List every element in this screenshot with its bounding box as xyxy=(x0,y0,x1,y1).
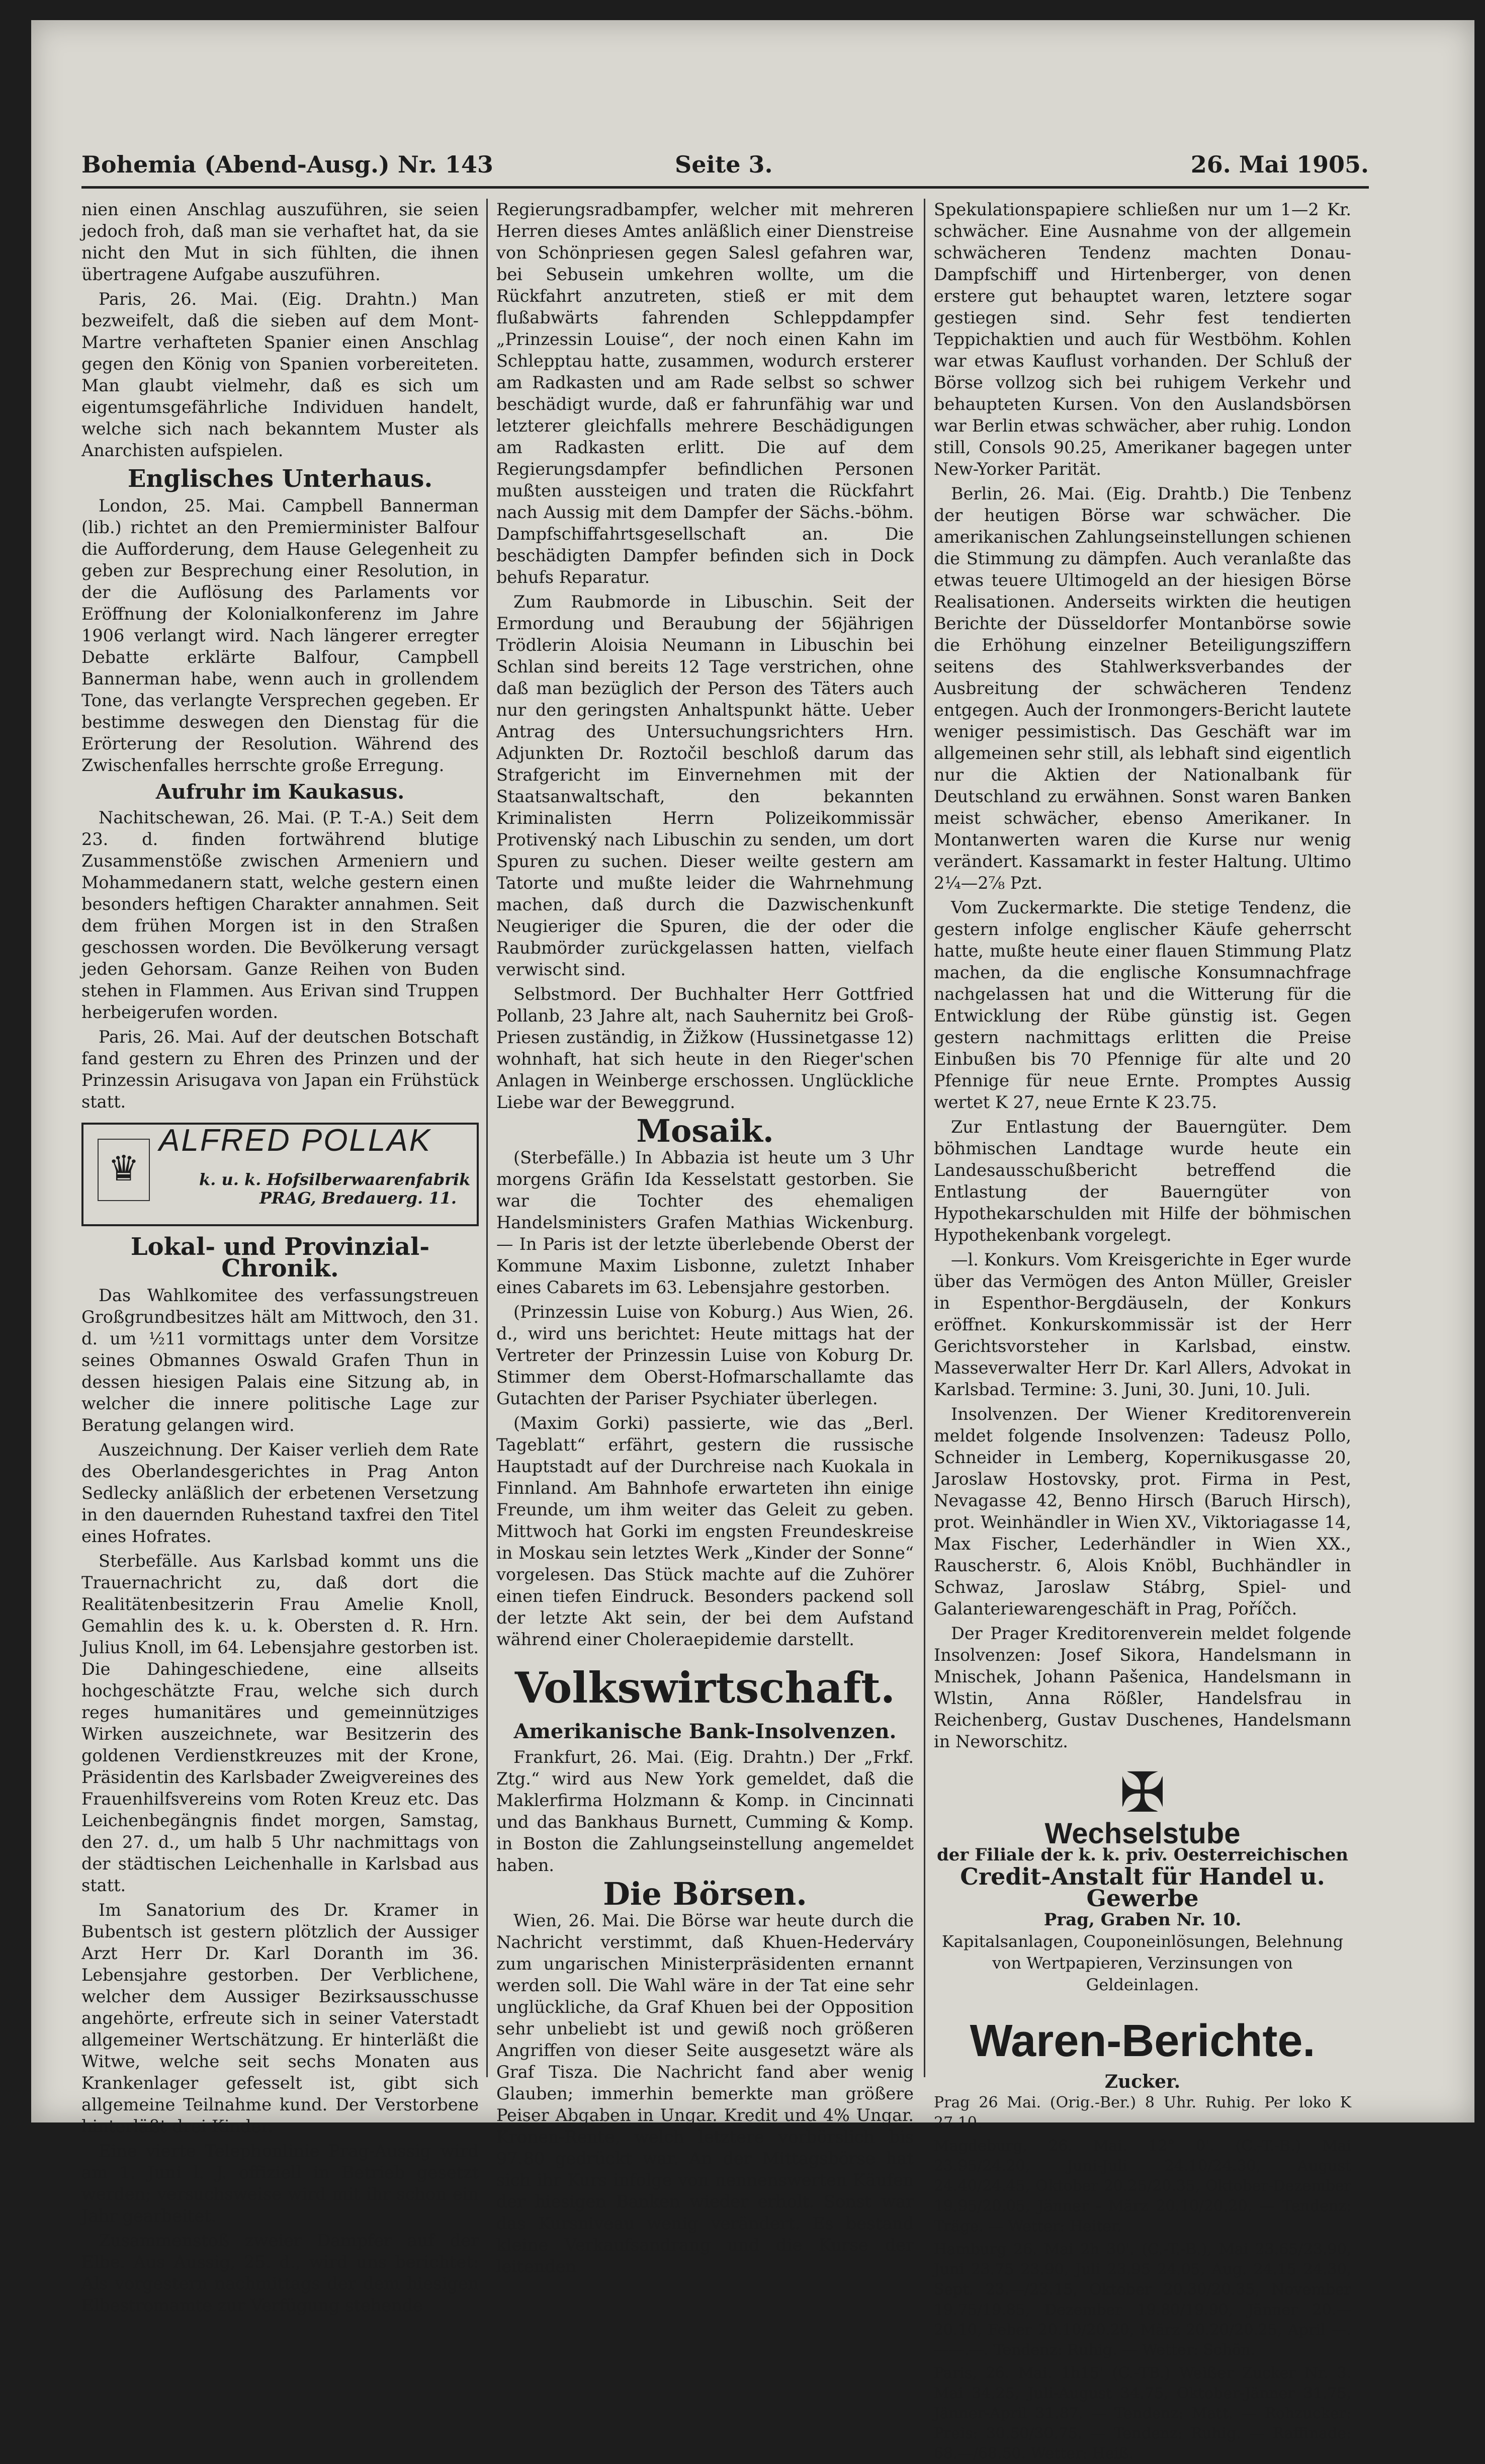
article-paragraph: London, 25. Mai. Campbell Bannerman (lib.) richtet an den Premierminister Balfour die Aufforderung, dem Hause Gelegenheit zu geben zur Besprechung einer Resolution, in der die Auflösung des Parlaments vor Eröffnung der Kolonialkonferenz im Jahre 1906 verlangt wird. Nach längerer erregter Debatte erklärte Balfour, Campbell Bannerman habe, wenn auch in grollendem Tone, das verlangte Versprechen gegeben. Er bestimme deswegen den Dienstag für die Erörterung der Resolution. Während des Zwischenfalles herrschte große Erregung. xyxy=(81,496,479,775)
article-paragraph: Insolvenzen. Der Wiener Kreditorenverein meldet folgende Insolvenzen: Tadeusz Pollo, Schneider in Lemberg, Kopernikusgasse 20, Jaroslaw Hostovsky, prot. Firma in Pest, Nevagasse 42, Benno Hirsch (Baruch Hirsch), prot. Weinhändler in Wien XV., Viktoriagasse 14, Max Fischer, Lederhändler in Wien XX., Rauscherstr. 6, Alois Knöbl, Buchhändler in Schwaz, Jaroslaw Stábrg, Spiel- und Galanteriewarengeschäft in Prag, Poříčch. xyxy=(934,1404,1351,1619)
article-paragraph: Auszeichnung. Der Kaiser verlieh dem Rate des Oberlandesgerichtes in Prag Anton Sedlecky anläßlich der erbetenen Versetzung in den dauernden Ruhestand taxfrei den Titel eines Hofrates. xyxy=(81,1440,479,1546)
article-paragraph: Zum Raubmorde in Libuschin. Seit der Ermordung und Beraubung der 56jährigen Trödlerin Aloisia Neumann in Libuschin bei Schlan sind bereits 12 Tage verstrichen, ohne daß man bezüglich der Person des Täters auch nur den geringsten Anhaltspunkt hätte. Ueber Antrag des Untersuchungsrichters Hrn. Adjunkten Dr. Roztočil beschloß darum das Strafgericht im Einvernehmen mit der Staatsanwaltschaft, den bekannten Kriminalisten Herrn Polizeikommissär Protivenský nach Libuschin zu senden, um dort Spuren zu suchen. Dieser weilte gestern am Tatorte und mußte leider die Wahrnehmung machen, daß durch die Dazwischenkunft Neugieriger die Spuren, die der oder die Raubmörder zurückgelassen hatten, vielfach verwischt sind. xyxy=(496,592,914,979)
ad-company-address: PRAG, Bredauerg. 11. xyxy=(259,1188,457,1208)
subsection-heading: Aufruhr im Kaukasus. xyxy=(155,780,405,804)
ad-wechsel-address: Prag, Graben Nr. 10. xyxy=(1043,1910,1242,1930)
column-2 xyxy=(496,199,914,2276)
article-paragraph: Regierungsradbampfer, welcher mit mehreren Herren dieses Amtes anläßlich einer Dienstreise von Schönpriesen gegen Salesl gefahren war, bei Sebusein umkehren wollte, um die Rückfahrt anzutreten, stieß er mit dem flußabwärts fahrenden Schleppdampfer „Prinzessin Louise“, der noch einen Kahn im Schlepptau hatte, zusammen, wodurch ersterer am Radkasten und am Rade selbst so schwer beschädigt wurde, daß er fahrunfähig war und letzterer gleichfalls mehrere Beschädigungen am Radkasten erlitt. Die auf dem Regierungsdampfer befindlichen Personen mußten aussteigen und traten die Rückfahrt nach Aussig mit dem Dampfer der Sächs.-böhm. Dampfschiffahrtsgesellschaft an. Die beschädigten Dampfer befinden sich in Dock behufs Reparatur. xyxy=(496,200,914,587)
article-paragraph: (Prinzessin Luise von Koburg.) Aus Wien, 26. d., wird uns berichtet: Heute mittags hat der Vertreter der Prinzessin Luise von Koburg Dr. Stimmer dem Oberst-Hofmarschallamte das Gutachten der Pariser Psychiater überlegen. xyxy=(496,1302,914,1408)
article-paragraph: Das Wahlkomitee des verfassungstreuen Großgrundbesitzes hält am Mittwoch, den 31. d. um ½11 vormittags unter dem Vorsitze seines Obmannes Oswald Grafen Thun in dessen hiesigen Palais eine Sitzung ab, in welcher die innere politische Lage zur Beratung gelangen wird. xyxy=(81,1286,479,1435)
market-report: Paris, 26. Mai. 1h15' (C.-TB.) Weißer Zucker Nr. 3. Mai 34.25, Juli-August 34.75, Oktober-Jänner 31.75, Jänner-April 31.87. — Tendenz: Matt. — Rohzucker: Preis: 30.50/30.75. — Tendenz: Ruhig. — Raffinade: 68.—/68.50. Wetter: Heiß. xyxy=(934,2364,1351,2462)
ad-wechsel-line: der Filiale der k. k. priv. Oesterreichischen xyxy=(936,1845,1349,1865)
article-paragraph: Wien, 26. Mai. Die Börse war heute durch die Nachricht verstimmt, daß Khuen-Hederváry zum ungarischen Ministerpräsidenten ernannt werden soll. Die Wahl wäre in der Tat eine sehr unglückliche, da Graf Khuen bei der Opposition sehr unbeliebt ist und gewiß noch größeren Angriffen von dieser Seite ausgesetzt wäre als Graf Tisza. Die Nachricht fand aber wenig Glauben; immerhin bemerkte man größere Peiser Abgaben in Ungar. Kredit und 4% Ungar. Kronen-Rente, welch letztere vorbörslich bis 97.80 gedrückt war. An der Mittagsbörse hat sich ihr Kurs infolge von nennenswerten Käufen der hiesigen Banken wieder erholt. Sonst war das Kursniveau wenig verändert. Es bestand kleine Verkaufsandrang und die Kurse der leitenden xyxy=(496,1911,914,2276)
column-1 xyxy=(81,199,479,2315)
article-paragraph: Paris, 26. Mai. Auf der deutschen Botschaft fand gestern zu Ehren des Prinzen und der Prinzessin Arisugava von Japan ein Frühstück statt. xyxy=(81,1027,479,1112)
article-paragraph: (Maxim Gorki) passierte, wie das „Berl. Tageblatt“ erfährt, gestern die russische Hauptstadt auf der Durchreise nach Kuokala in Finnland. Am Bahnhofe erwarteten ihn einige Freunde, um ihm weiter das Geleit zu geben. Mittwoch hat Gorki im engsten Freundeskreise in Moskau sein letztes Werk „Kinder der Sonne“ vorgelesen. Das Stück machte auf die Zuhörer einen tiefen Eindruck. Besonders packend soll der letzte Akt sein, der bei dem Aufstand während einer Choleraepidemie darstellt. xyxy=(496,1413,914,1649)
article-paragraph: Der Prager Kreditorenverein meldet folgende Insolvenzen: Josef Sikora, Handelsmann in Mnischek, Johann Pašenica, Handelsmann in Wlstin, Anna Rößler, Handelsfrau in Reichenberg, Gustav Duschenes, Handelsmann in Neworschitz. xyxy=(934,1624,1351,1751)
market-report: Prag 26 Mai. (Orig.-Ber.) 8 Uhr. Ruhig. Per loko K 27.10. xyxy=(934,2094,1351,2132)
market-report: Magdeburg, 26. Mai. 12° 0'. (C.-T.-B.) Mai 23.95/24.20, Juni-Juli 24.10/24.30, August 24.40/24.45, Oktober 20.25/20.35, Oktober-Dezember 19.95/20.05, Jänner - März 20.10/20.20. — Tendenz: Träge. — Wetter: Heiter. xyxy=(934,2137,1351,2235)
article-paragraph: Vom Zuckermarkte. Die stetige Tendenz, die gestern infolge englischer Käufe geherrscht hatte, mußte heute einer flauen Stimmung Platz machen, da die englische Konsumnachfrage nachgelassen hat und die Witterung für die Entwicklung der Rübe günstig ist. Gegen gestern nachmittags erlitten die Preise Einbußen bis 70 Pfennige für alte und 20 Pfennige für neue Ernte. Promptes Aussig wertet K 27, neue Ernte K 23.75. xyxy=(934,898,1351,1112)
column-3 xyxy=(934,199,1351,2462)
article-paragraph: Spekulationspapiere schließen nur um 1—2 Kr. schwächer. Eine Ausnahme von der allgemein schwächeren Tendenz machten Donau-Dampfschiff und Hirtenberger, von denen erstere gut behauptet waren, letztere sogar gestiegen sind. Sehr fest tendierten Teppichaktien und auch für Westböhm. Kohlen war etwas Kauflust vorhanden. Der Schluß der Börse vollzog sich bei ruhigem Verkehr und behaupteten Kursen. Von den Auslandsbörsen war Berlin etwas schwächer, aber ruhig. London still, Consols 90.25, Amerikaner bagegen unter New-Yorker Parität. xyxy=(934,200,1351,479)
column-divider-1 xyxy=(486,199,488,2077)
market-report: Hamburg 26. Mai 2h 30'. (C.-T.-B.), Mai 23.65/23.90, Juni 23.75 23.90, Juli 23.95 24.05, Aug. 24.15 24.30, Sept. 23.—/23.15, Oktober 20.30/20.35, November 19.75/19.85, Dezember 19.80/19.90, Jänner 20.—20.10, Feber 20.10/20.20, März 20.20/20.25, April —.——.—. Tendenz: Ruhig. — Wetter: Schön. xyxy=(934,2241,1351,2359)
section-heading: Die Börsen. xyxy=(603,1876,807,1912)
column-divider-2 xyxy=(924,199,925,2077)
ad-company-subtitle: k. u. k. Hofsilberwaarenfabrik xyxy=(199,1170,471,1189)
page-header xyxy=(81,141,1369,191)
waren-subtitle: Zucker. xyxy=(1104,2071,1181,2092)
crown-logo-icon: ♛ xyxy=(98,1139,150,1201)
article-paragraph: —l. Konkurs. Vom Kreisgerichte in Eger wurde über das Vermögen des Anton Müller, Greisler in Espenthor-Bergdäuseln, der Konkurs eröffnet. Konkurskommissär ist der Herr Gerichtsvorsteher in Karlsbad, einstw. Masseverwalter Herr Dr. Karl Allers, Advokat in Karlsbad. Termine: 3. Juni, 30. Juni, 10. Juli. xyxy=(934,1250,1351,1399)
ad-wechsel-bank: Credit-Anstalt für Handel u. Gewerbe xyxy=(960,1863,1325,1912)
article-paragraph: (Sterbefälle.) In Abbazia ist heute um 3 Uhr morgens Gräfin Ida Kesselstatt gestorben. Sie war die Tochter des ehemaligen Handelsministers Grafen Mathias Wickenburg. — In Paris ist der letzte überlebende Oberst der Kommune Maxim Lisbonne, zuletzt Inhaber eines Cabarets im 63. Lebensjahre gestorben. xyxy=(496,1148,914,1297)
article-paragraph: Zur Entlastung der Bauerngüter. Dem böhmischen Landtage wurde heute ein Landesausschußbericht betreffend die Entlastung der Bauerngüter von Hypothekarschulden mit Hilfe der böhmischen Hypothekenbank vorgelegt. xyxy=(934,1117,1351,1245)
article-paragraph: Zusammenstoß zweier Dampfer auf der Elbe. Aus Aussig, 25. d., wird uns berichtet: Als vorgestern nachmittags der dem hiesigen Elbestromamte zur Verfügung stehende xyxy=(81,2231,479,2315)
article-paragraph: nien einen Anschlag auszuführen, sie seien jedoch froh, daß man sie verhaftet hat, da sie nicht den Mut in sich fühlten, die ihnen übertragene Aufgabe auszuführen. xyxy=(81,200,479,284)
header-date: 26. Mai 1905. xyxy=(1190,151,1369,178)
ad-company-name: ALFRED POLLAK xyxy=(159,1123,432,1158)
header-masthead: Bohemia (Abend-Ausg.) Nr. 143 xyxy=(81,151,493,178)
section-title: Volkswirtschaft. xyxy=(514,1663,896,1713)
article-paragraph: Im Sanatorium des Dr. Kramer in Bubentsch ist gestern plötzlich der Aussiger Arzt Herr Dr. Karl Doranth im 36. Lebensjahre gestorben. Der Verblichene, welcher dem Aussiger Bezirksausschusse angehörte, erfreute sich in seiner Vaterstadt allgemeiner Wertschätzung. Er hinterläßt die Witwe, welche seit sechs Monaten aus Krankenlager gefesselt ist, gibt sich allgemeine Teilnahme kund. Der Verstorbene hinterläßt drei Kinder. xyxy=(81,1900,479,2136)
advertisement-wechselstube xyxy=(934,1762,1351,1996)
subsection-heading: Amerikanische Bank-Insolvenzen. xyxy=(513,1720,897,1743)
article-paragraph: Nachitschewan, 26. Mai. (P. T.-A.) Seit dem 23. d. finden fortwährend blutige Zusammenstöße zwischen Armeniern und Mohammedanern statt, welche gestern einen besonders heftigen Charakter annahmen. Seit dem frühen Morgen ist in den Straßen geschossen worden. Die Bevölkerung versagt jeden Gehorsam. Ganze Reihen von Buden stehen in Flammen. Aus Erivan sind Truppen herbeigerufen worden. xyxy=(81,808,479,1022)
ad-wechsel-services: Kapitalsanlagen, Couponeinlösungen, Belehnung von Wertpapieren, Verzinsungen von Geldeinlagen. xyxy=(941,1932,1344,1994)
article-paragraph: Berlin, 26. Mai. (Eig. Drahtb.) Die Tenbenz der heutigen Börse war schwächer. Die amerikanischen Zahlungseinstellungen schienen die Stimmung zu dämpfen. Auch veranlaßte das etwas teuere Ultimogeld an der hiesigen Börse Realisationen. Anderseits wirkten die heutigen Berichte der Düsseldorfer Montanbörse sowie die Erhöhung einzelner Beteiligungsziffern seitens des Stahlwerksverbandes der Ausbreitung der schwächeren Tendenz entgegen. Auch der Ironmongers-Bericht lautete weniger pessimistisch. Das Geschäft war im allgemeinen sehr still, als lebhaft sind eigentlich nur die Aktien der Nationalbank für Deutschland zu erwähnen. Sonst waren Banken meist schwächer, ebenso Amerikaner. In Montanwerten waren die Kurse nur wenig verändert. Kassamarkt in fester Haltung. Ultimo 2¼—2⅞ Pzt. xyxy=(934,484,1351,893)
article-paragraph: Eine vierte Telephonlinie Prag-Aussig wird am 1. Juni l. J. offiziell in Betrieb gesetzt werden; versuchsweise wird mit ihr schon ein Jahr gearbeitet. xyxy=(81,2141,479,2226)
section-heading: Lokal- und Provinzial-Chronik. xyxy=(130,1233,430,1283)
waren-title: Waren-Berichte. xyxy=(970,2016,1316,2066)
header-rule xyxy=(81,186,1369,189)
header-page-number: Seite 3. xyxy=(675,151,773,178)
newspaper-page xyxy=(31,20,1474,2462)
article-paragraph: Sterbefälle. Aus Karlsbad kommt uns die Trauernachricht zu, daß dort die Realitätenbesitzerin Frau Amelie Knoll, Gemahlin des k. u. k. Obersten d. R. Hrn. Julius Knoll, im 64. Lebensjahre gestorben ist. Die Dahingeschiedene, eine allseits hochgeschätzte Frau, welche sich durch reges humanitäres und gemeinnütziges Wirken auszeichnete, war Besitzerin des goldenen Verdienstkreuzes mit der Krone, Präsidentin des Karlsbader Zweigvereines des Frauenhilfsvereins vom Roten Kreuz etc. Das Leichenbegängnis findet morgen, Samstag, den 27. d., um halb 5 Uhr nachmittags von der städtischen Leichenhalle in Karlsbad aus statt. xyxy=(81,1551,479,1895)
ad-wechsel-title: Wechselstube xyxy=(1044,1817,1241,1850)
advertisement-pollak xyxy=(81,1123,479,1226)
article-paragraph: Selbstmord. Der Buchhalter Herr Gottfried Pollanb, 23 Jahre alt, nach Sauhernitz bei Groß-Priesen zuständig, in Žižkow (Hussinetgasse 12) wohnhaft, hat sich heute in den Rieger'schen Anlagen in Weinberge erschossen. Unglückliche Liebe war der Beweggrund. xyxy=(496,984,914,1112)
waren-berichte-block xyxy=(934,2016,1351,2093)
section-heading: Englisches Unterhaus. xyxy=(127,465,433,493)
article-paragraph: Frankfurt, 26. Mai. (Eig. Drahtn.) Der „Frkf. Ztg.“ wird aus New York gemeldet, daß die Maklerfirma Holzmann & Komp. in Cincinnati und das Bankhaus Burnett, Cumming & Komp. in Boston die Zahlungseinstellung angemeldet haben. xyxy=(496,1747,914,1875)
section-heading: Mosaik. xyxy=(636,1113,774,1149)
article-paragraph: Paris, 26. Mai. (Eig. Drahtn.) Man bezweifelt, daß die sieben auf dem Mont-Martre verhafteten Spanier einen Anschlag gegen den König von Spanien vorbereiteten. Man glaubt vielmehr, daß es sich um eigentumsgefährliche Individuen handelt, welche sich nach bekanntem Muster als Anarchisten aufspielen. xyxy=(81,289,479,460)
eagle-emblem-icon: ✠ xyxy=(1119,1760,1166,1825)
